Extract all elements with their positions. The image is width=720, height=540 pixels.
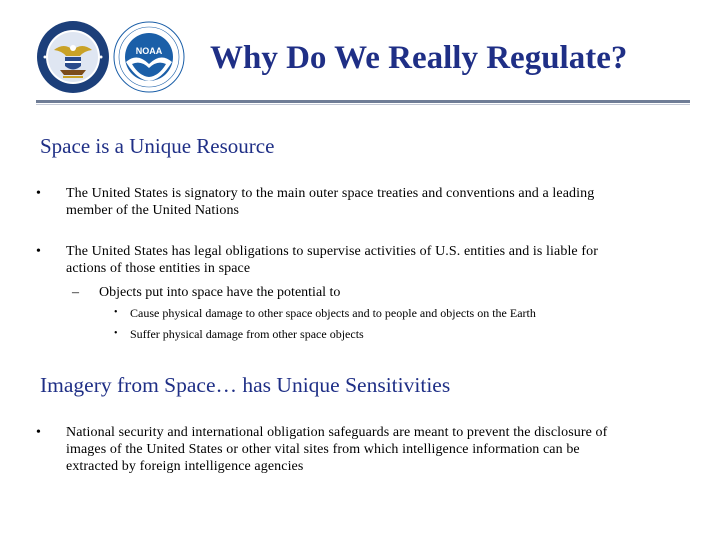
bullet-text-line: extracted by foreign intelligence agencies xyxy=(66,459,304,474)
bullet-text-national-security xyxy=(66,424,607,475)
section-heading-imagery: Imagery from Space… has Unique Sensitivities xyxy=(40,373,451,397)
bullet-marker: • xyxy=(36,425,41,440)
sub-bullet-dash: – xyxy=(72,285,79,300)
section-heading-space-resource: Space is a Unique Resource xyxy=(40,134,275,158)
slide-title: Why Do We Really Regulate? xyxy=(210,40,628,76)
bullet-text-treaties xyxy=(66,185,594,219)
noaa-logo-text: NOAA xyxy=(135,46,163,56)
title-divider-shadow xyxy=(36,104,690,105)
bullet-text-line: member of the United Nations xyxy=(66,203,240,218)
sub-sub-bullet-marker: • xyxy=(114,307,118,318)
sub-sub-bullet-text: Cause physical damage to other space objects and to people and objects on the Earth xyxy=(130,306,536,320)
bullet-text-line: The United States has legal obligations to supervise activities of U.S. entities and is liable for xyxy=(66,244,598,259)
bullet-text-line: The United States is signatory to the main outer space treaties and conventions and a leading xyxy=(66,186,595,201)
bullet-text-line: actions of those entities in space xyxy=(66,261,251,276)
bullet-text-line: images of the United States or other vital sites from which intelligence information can be xyxy=(66,442,580,457)
bullet-text-line: National security and international obligation safeguards are meant to prevent the disclosure of xyxy=(66,425,608,440)
noaa-logo-icon xyxy=(113,18,185,96)
bullet-text-legal-obligations xyxy=(66,243,598,277)
sub-bullet-text: Objects put into space have the potential to xyxy=(99,285,341,300)
department-of-commerce-seal-icon xyxy=(36,20,110,94)
bullet-marker: • xyxy=(36,244,41,259)
sub-sub-bullet-marker: • xyxy=(114,328,118,339)
title-divider xyxy=(36,100,690,103)
sub-sub-bullet-text: Suffer physical damage from other space objects xyxy=(130,327,364,341)
bullet-marker: • xyxy=(36,186,41,201)
